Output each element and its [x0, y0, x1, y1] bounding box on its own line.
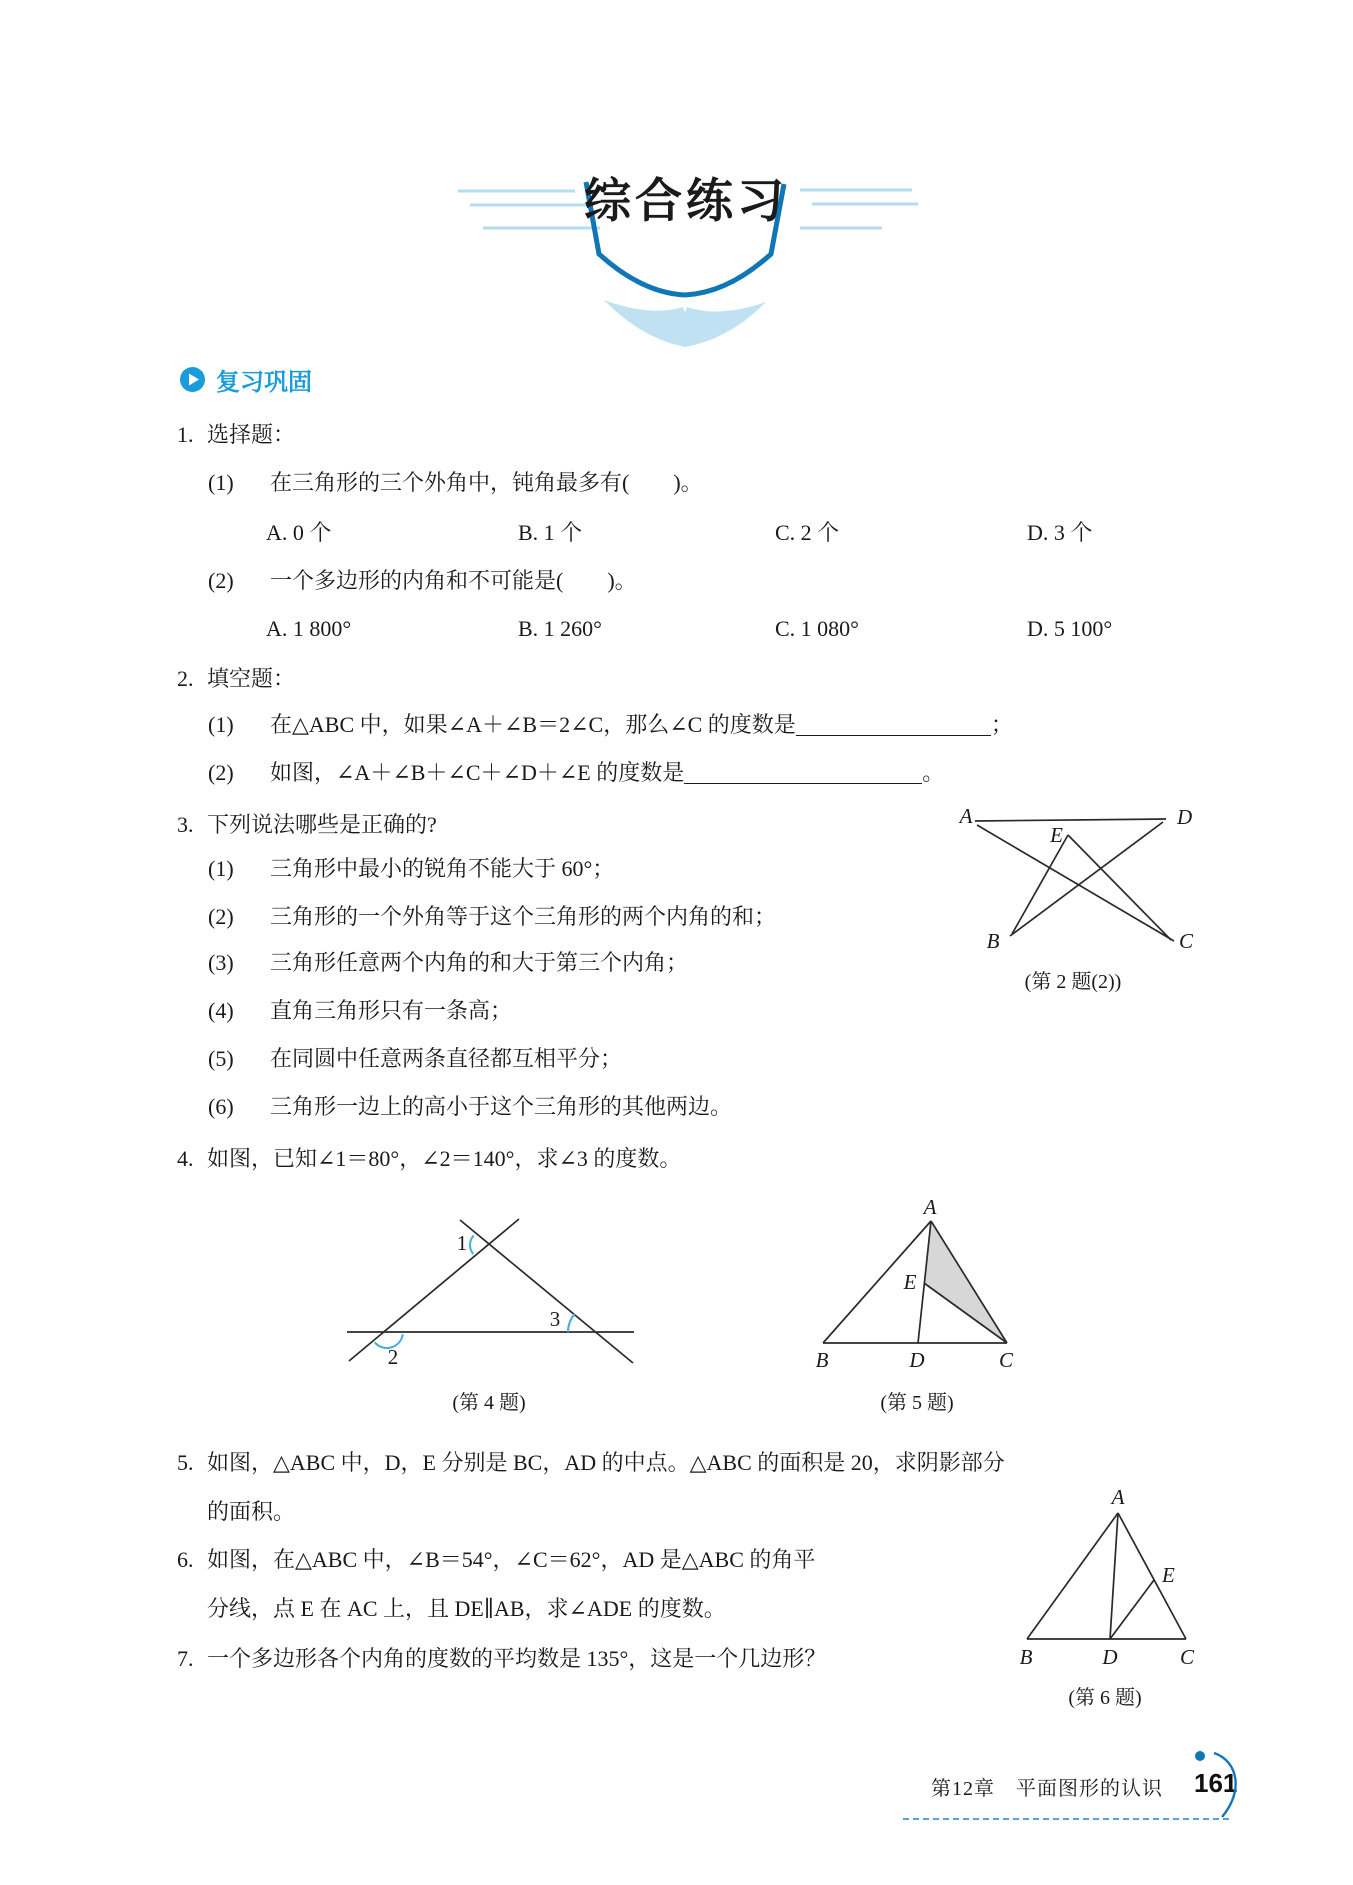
subitem-text: 在同圆中任意两条直径都互相平分； [270, 1046, 623, 1071]
option-d: D. 3 个 [1027, 520, 1093, 545]
footer-chapter: 第12章 平面图形的认识 [931, 1778, 1163, 1800]
header-decoration [450, 155, 920, 355]
question-label: 填空题： [207, 666, 296, 691]
vertex-label-d: D [1177, 805, 1193, 829]
subitem-text: 三角形任意两个内角的和大于第三个内角； [270, 950, 689, 975]
question-text: 分线，点 E 在 AC 上，且 DE∥AB，求∠ADE 的度数。 [207, 1596, 726, 1621]
diagram-q5 [800, 1192, 1030, 1417]
vertex-label-a: A [923, 1195, 937, 1219]
book-right-page [682, 302, 766, 347]
header-right-lines [800, 190, 918, 228]
question-number: 4. [177, 1146, 194, 1171]
footer-corner-ornament [1188, 1745, 1252, 1829]
question-1-part-2 [208, 566, 637, 596]
question-3-item-2 [208, 902, 776, 932]
vertex-label-e: E [1050, 823, 1063, 847]
section-title: 复习巩固 [216, 369, 312, 396]
question-text: 如图，△ABC 中，D，E 分别是 BC，AD 的中点。△ABC 的面积是 20，求阴影部分 [207, 1450, 1005, 1475]
vertex-label-a: A [1111, 1485, 1125, 1509]
question-number: 5. [177, 1450, 194, 1475]
question-5 [177, 1448, 1005, 1478]
diagram-star [940, 798, 1210, 998]
vertex-label-c: C [1179, 1645, 1195, 1669]
fill-blank [684, 761, 922, 784]
subitem-text: 在△ABC 中，如果∠A＋∠B＝2∠C，那么∠C 的度数是 [270, 712, 796, 737]
question-text: 如图，已知∠1＝80°，∠2＝140°，求∠3 的度数。 [207, 1146, 682, 1171]
angle-label-3: 3 [549, 1307, 561, 1331]
option-a: A. 1 800° [266, 616, 352, 641]
subitem-number: (5) [208, 1046, 234, 1071]
subitem-number: (3) [208, 950, 234, 975]
question-label: 选择题： [207, 422, 296, 447]
diagram-caption: (第 5 题) [880, 1392, 954, 1414]
question-2-part-1 [208, 710, 1013, 740]
angle-label-2: 2 [387, 1345, 399, 1369]
question-2 [177, 664, 295, 694]
diagram-q4 [330, 1198, 660, 1418]
star-lines [975, 819, 1174, 941]
question-5-line-2 [207, 1497, 295, 1527]
subitem-number: (1) [208, 470, 234, 495]
question-text: 一个多边形各个内角的度数的平均数是 135°，这是一个几边形？ [207, 1646, 827, 1671]
subitem-number: (4) [208, 998, 234, 1023]
section-header [180, 362, 312, 397]
subitem-text: 在三角形的三个外角中，钝角最多有( )。 [270, 470, 703, 495]
question-3-item-6 [208, 1092, 732, 1122]
option-b: B. 1 260° [518, 616, 602, 641]
question-number: 2. [177, 666, 194, 691]
subitem-number: (1) [208, 856, 234, 881]
option-b: B. 1 个 [518, 520, 583, 545]
vertex-label-d: D [909, 1348, 925, 1372]
question-3 [177, 810, 437, 840]
vertex-label-c: C [998, 1348, 1014, 1372]
question-text: 的面积。 [207, 1499, 296, 1524]
subitem-text: 如图，∠A＋∠B＋∠C＋∠D＋∠E 的度数是 [270, 760, 685, 785]
question-3-item-3 [208, 948, 688, 978]
option-c: C. 2 个 [775, 520, 840, 545]
question-2-part-2 [208, 758, 944, 788]
question-3-item-1 [208, 854, 614, 884]
header-left-lines [458, 191, 600, 228]
subitem-number: (2) [208, 760, 234, 785]
fill-blank [796, 713, 991, 736]
vertex-label-e: E [1162, 1563, 1175, 1587]
subitem-text: 三角形的一个外角等于这个三角形的两个内角的和； [270, 904, 777, 929]
subitem-text: 直角三角形只有一条高； [270, 998, 513, 1023]
vertex-label-d: D [1102, 1645, 1118, 1669]
question-7 [177, 1644, 826, 1674]
question-3-item-5 [208, 1044, 622, 1074]
question-text: 如图，在△ABC 中，∠B＝54°，∠C＝62°，AD 是△ABC 的角平 [207, 1547, 816, 1572]
question-4 [177, 1144, 681, 1174]
diagram-caption: (第 4 题) [452, 1392, 526, 1414]
subitem-text: 一个多边形的内角和不可能是( )。 [270, 568, 637, 593]
question-label: 下列说法哪些是正确的? [207, 812, 437, 837]
vertex-label-b: B [986, 929, 1000, 953]
footer-dot [1195, 1751, 1205, 1761]
page-number: 161 [1194, 1768, 1238, 1798]
question-6 [177, 1545, 815, 1575]
vertex-label-b: B [815, 1348, 829, 1372]
diagram-caption: (第 2 题(2)) [1024, 971, 1122, 993]
vertex-label-a: A [959, 804, 973, 828]
diagram-caption: (第 6 题) [1068, 1687, 1142, 1709]
page-title: 综合练习 [584, 176, 788, 228]
option-d: D. 5 100° [1027, 616, 1113, 641]
vertex-label-b: B [1019, 1645, 1033, 1669]
play-icon [180, 367, 205, 392]
option-a: A. 0 个 [266, 520, 332, 545]
option-c: C. 1 080° [775, 616, 859, 641]
subitem-number: (6) [208, 1094, 234, 1119]
subitem-number: (1) [208, 712, 234, 737]
punctuation: 。 [922, 760, 945, 785]
subitem-number: (2) [208, 568, 234, 593]
q4-lines [347, 1219, 634, 1363]
question-number: 6. [177, 1547, 194, 1572]
subitem-number: (2) [208, 904, 234, 929]
subitem-text: 三角形中最小的锐角不能大于 60°； [270, 856, 615, 881]
angle-arcs [375, 1235, 575, 1348]
footer-arc [1214, 1753, 1236, 1817]
question-number: 3. [177, 812, 194, 837]
vertex-label-c: C [1178, 929, 1194, 953]
subitem-text: 三角形一边上的高小于这个三角形的其他两边。 [270, 1094, 733, 1119]
diagram-q6 [1000, 1482, 1230, 1722]
question-3-item-4 [208, 996, 512, 1026]
angle-label-1: 1 [456, 1231, 468, 1255]
shaded-region [924, 1221, 1007, 1343]
question-1-part-1 [208, 468, 703, 498]
book-left-page [604, 300, 688, 347]
question-6-line-2 [207, 1594, 726, 1624]
punctuation: ； [990, 712, 1013, 737]
question-1 [177, 420, 295, 450]
question-number: 1. [177, 422, 194, 447]
vertex-label-e: E [903, 1270, 917, 1294]
footer-divider [903, 1818, 1229, 1820]
question-number: 7. [177, 1646, 194, 1671]
